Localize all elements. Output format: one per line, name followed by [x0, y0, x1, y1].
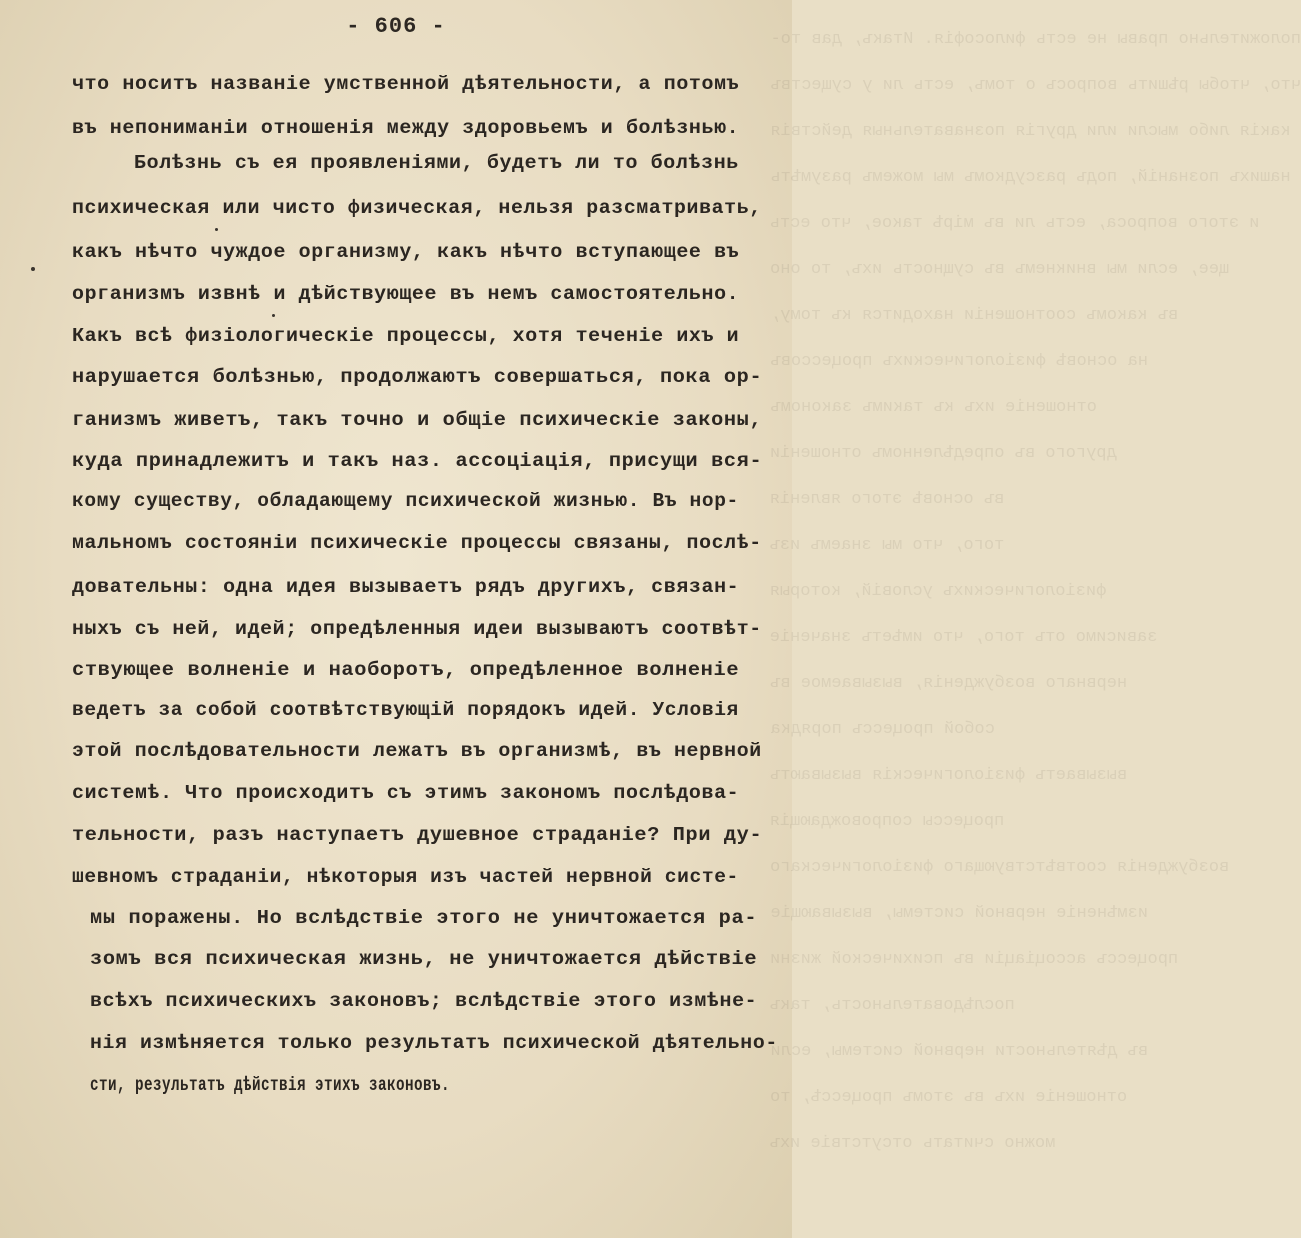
- bleed-line: что, чтобы рѣшить вопросъ о томъ, есть ли у существъ: [770, 76, 1301, 95]
- bleed-line: нервнаго возбужденія, вызываемое въ: [770, 674, 1128, 693]
- text-line: нія измѣняется только результатъ психической дѣятельно-: [90, 1032, 778, 1054]
- text-line: довательны: одна идея вызываетъ рядъ другихъ, связан-: [72, 576, 740, 598]
- text-line: нарушается болѣзнью, продолжаютъ совершаться, пока ор-: [72, 366, 763, 388]
- bleed-line: того, что мы знаемъ изъ: [770, 536, 1005, 555]
- text-line: мальномъ состояніи психическіе процессы связаны, послѣ-: [72, 532, 762, 554]
- text-line: ствующее волненіе и наоборотъ, опредѣленное волненіе: [72, 659, 740, 681]
- bleed-line: нашихъ познаній, подъ разсудкомъ мы можемъ разумѣть: [770, 168, 1291, 187]
- bleed-line: вызываетъ физіологическія вызываютъ: [770, 766, 1128, 785]
- text-line: куда принадлежитъ и такъ наз. ассоціація, присущи вся-: [72, 450, 763, 472]
- text-line: кому существу, обладающему психической жизнью. Въ нор-: [72, 490, 739, 512]
- text-line: ныхъ съ ней, идей; опредѣленныя идеи вызываютъ соотвѣт-: [72, 618, 762, 640]
- text-line: организмъ извнѣ и дѣйствующее въ немъ самостоятельно.: [72, 283, 740, 305]
- bleed-line: въ дѣятельности нервной системы, если: [770, 1042, 1148, 1061]
- text-line: этой послѣдовательности лежатъ въ организмѣ, въ нервной: [72, 740, 762, 762]
- text-line: зомъ вся психическая жизнь, не уничтожается дѣйствіе: [90, 948, 758, 970]
- bleed-line: зависимо отъ того, что имѣетъ значеніе: [770, 628, 1158, 647]
- bleed-line: другого въ опредѣленномъ отношеніи: [770, 444, 1117, 463]
- bleed-line: положительно правы не есть философія. Итакъ, дав то-: [770, 30, 1301, 49]
- bleed-line: въ основѣ этого явленія: [770, 490, 1005, 509]
- text-line: системѣ. Что происходитъ съ этимъ закономъ послѣдова-: [72, 782, 740, 804]
- text-line: ведетъ за собой соотвѣтствующій порядокъ идей. Условія: [72, 699, 739, 721]
- bleed-line: какія либо мысли или другія познавательныя действія: [770, 122, 1291, 141]
- bleed-line: отношеніе ихъ къ такимъ закономъ: [770, 398, 1097, 417]
- bleed-line: въ какомъ соотношеніи находится къ тому,: [770, 306, 1179, 325]
- text-line: какъ нѣчто чуждое организму, какъ нѣчто вступающее въ: [72, 241, 740, 263]
- text-line: психическая или чисто физическая, нельзя разсматривать,: [72, 197, 762, 219]
- bleed-line: измѣненіе нервной системы, вызывающіе: [770, 904, 1148, 923]
- text-line: сти, результатъ дѣйствія этихъ законовъ.: [90, 1074, 451, 1096]
- text-line: всѣхъ психическихъ законовъ; вслѣдствіе этого измѣне-: [90, 990, 758, 1012]
- bleed-line: и этого вопроса, есть ли въ мірѣ такое, что есть: [770, 214, 1260, 233]
- ink-speck: [272, 314, 275, 317]
- text-line: ганизмъ живетъ, такъ точно и общіе психическіе законы,: [72, 409, 763, 431]
- text-line: въ непониманіи отношенія между здоровьемъ и болѣзнью.: [72, 117, 740, 139]
- bleed-line: отношеніе ихъ въ этомъ процессѣ, то: [770, 1088, 1128, 1107]
- text-line: что носитъ названіе умственной дѣятельности, а потомъ: [72, 73, 740, 95]
- page-number: - 606 -: [346, 14, 446, 39]
- bleed-line: собой процессъ порядка: [770, 720, 995, 739]
- bleed-line: щее, если мы вникнемъ въ сущность ихъ, то оно: [770, 260, 1230, 279]
- bleed-line: физіологическихъ условій, которыя: [770, 582, 1107, 601]
- ink-speck: [215, 228, 218, 231]
- text-line: Болѣзнь съ ея проявленіями, будетъ ли то болѣзнь: [134, 152, 739, 174]
- ink-speck: [31, 267, 35, 271]
- text-line: шевномъ страданіи, нѣкоторыя изъ частей нервной систе-: [72, 866, 739, 888]
- bleed-line: процессы сопровождающія: [770, 812, 1005, 831]
- bleed-line: процессъ ассоціаціи въ психической жизни: [770, 950, 1179, 969]
- text-line: тельности, разъ наступаетъ душевное страданіе? При ду-: [72, 824, 763, 846]
- bleed-line: послѣдовательность, такъ: [770, 996, 1015, 1015]
- text-line: мы поражены. Но вслѣдствіе этого не уничтожается ра-: [90, 907, 758, 929]
- bleed-line: возбужденія соотвѣтствующаго физіологическаго: [770, 858, 1230, 877]
- bleed-line: можно считать отсутствіе ихъ: [770, 1134, 1056, 1153]
- bleed-line: на основѣ физіологическихъ процессовъ: [770, 352, 1148, 371]
- text-line: Какъ всѣ физіологическіе процессы, хотя теченіе ихъ и: [72, 325, 740, 347]
